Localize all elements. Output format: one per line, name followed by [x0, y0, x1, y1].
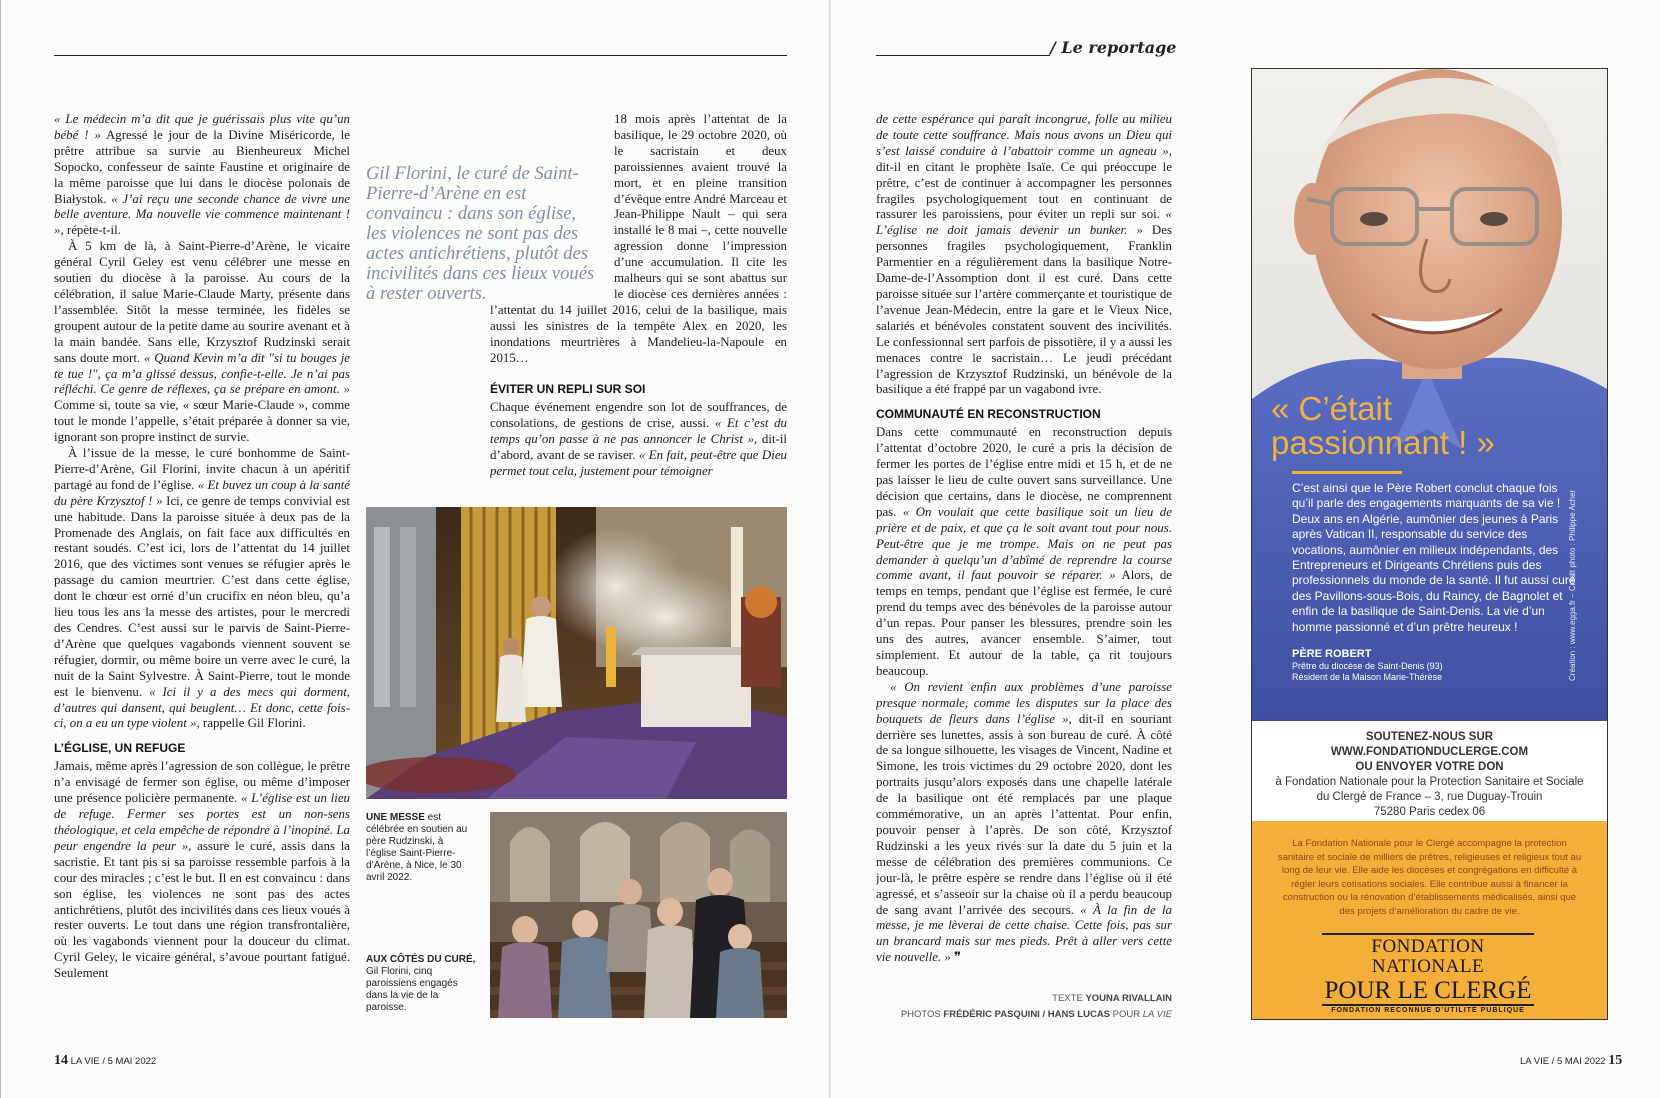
quote-run: « Et c’est du temps qu’on passe à ne pas annoncer le Christ »	[490, 415, 787, 446]
paragraph	[876, 425, 1172, 680]
caption-lead: AUX CÔTÉS DU CURÉ,	[366, 954, 476, 965]
credit-suffix: POUR	[1112, 1009, 1141, 1020]
text-run: À l’issue de la messe, le curé bonhomme de Saint-Pierre-d’Arène, Gil Florini, invite chacun à un apéritif partagé au fond de l’église.	[54, 446, 350, 492]
photo-caption-mass	[366, 812, 476, 884]
paragraph	[54, 112, 350, 239]
quote-run: « On voulait que cette basilique soit un lieu de prière et de paix, et que ça le soit avant tout pour nous. Peut-être que je me trompe. Mais on ne peut pas demander à quelqu’un d’abîmé de reprendre la course comme avant, il faut pouvoir se réparer. »	[876, 504, 1172, 583]
advertisement-fondation-clerge	[1251, 68, 1608, 1020]
caption-lead: UNE MESSE	[366, 812, 425, 823]
quote-run: « À la fin de la messe, je me lèverai de cette chaise. Cette fois, pas sur un brancard mais sur mes pieds. Prêt à aller vers cette vie nouvelle. »	[876, 902, 1172, 965]
quote-run: « En fait, peut-être que Dieu permet tout cela, justement pour témoigner	[490, 447, 787, 478]
subheading-reconstruction: COMMUNAUTÉ EN RECONSTRUCTION	[876, 407, 1101, 422]
text-run: 18 mois après l’attentat de la basilique, le 29 octobre 2020, où le sacristain et deux paroissiennes avaient trouvé la mort, et en pleine transition d’évêque entre André Marceau et Jean-Philippe Nault – qui sera installé le 8 mai –, cette nouvelle agression donne l’impression d’une accumulation. Il cite les malheurs qui se sont abattus sur le diocèse ces dernières années : l’attentat du 14 juillet 2016, celui de la basilique, mais aussi les sinistres de la tempête Alex en 2020, les inondations meurtrières à Mandelieu-la-Napoule en 2015…	[490, 112, 787, 365]
quote-run: « Quand Kevin m’a dit "si tu bouges je te tue !", ça m’a glissé dessus, confie-t-elle. Je n’ai pas réfléchi. Ce genre de réflexes, ça se prépare en amont. »	[54, 350, 350, 397]
logo-line-2: POUR LE CLERGÉ	[1324, 977, 1532, 1004]
quote-run: « L’église ne doit jamais devenir un bunker. »	[876, 207, 1172, 238]
credit-label: PHOTOS	[900, 1009, 941, 1020]
don-address-1: à Fondation Nationale pour la Protection Sanitaire et Sociale	[1275, 776, 1584, 788]
text-run: Dans cette communauté en reconstruction depuis l’attentat d’octobre 2020, le curé a pris la décision de fermer les portes de l’église entre midi et 15 h, et de ne pas laisser le lieu de culte ouvert sans surveillance. Une décision que certains, dans le diocèse, ne comprennent pas.	[876, 425, 1172, 519]
text-run: , assure le curé, assis dans la sacristie. Et tant pis si sa paroisse ressemble parfois à la cour des miracles ; c’est le but. Il en est convaincu : dans son église, les violences ne sont pas des actes antichrétiens, plutôt des incivilités dans ces lieux voués à rester ouverts. Le tout dans une région transfrontalière, où les vagabonds viennent pour la douceur du climat. Cyril Geley, le vicaire général, s’avoue pourtant fatigué. Seulement	[54, 838, 350, 981]
text-run: Des personnes fragiles psychologiquement, Franklin Parmentier en a régulièrement dans la basilique Notre-Dame-de-l’Assomption dont il est curé. Dans cette paroisse située sur l’artère commerçante et touristique de l’avenue Jean-Médecin, entre la gare et le Vieux Nice, salariés et bénévoles constatent souvent des incivilités. Le confessionnal sert parfois de pissotière, il y a aussi les menaces contre le sacristain… Le jeudi précédant l’agression de Krzysztof Rudzinski, un bénévole de la basilique a été frappé par un vagabond ivre.	[876, 223, 1172, 397]
photo-parishioners-illustration	[490, 812, 787, 1018]
ad-donation-block	[1252, 721, 1607, 821]
text-run: Chaque événement engendre son lot de souffrances, de consolations, de gestions de crise, aussi.	[490, 400, 787, 430]
folio-text: LA VIE / 5 MAI 2022	[70, 1056, 157, 1067]
article-column-2-bottom	[490, 378, 787, 480]
quote-run: « J’ai reçu une seconde chance de vivre une belle aventure. Ma nouvelle vie commence maintenant ! »	[54, 191, 350, 238]
page-gutter	[829, 0, 831, 1098]
paragraph	[876, 112, 1172, 398]
article-column-3	[876, 112, 1172, 994]
don-website-link[interactable]: WWW.FONDATIONDUCLERGE.COM	[1330, 746, 1529, 758]
folio-text: LA VIE / 5 MAI 2022	[1520, 1056, 1606, 1067]
ad-role-1: Prêtre du diocèse de Saint-Denis (93)	[1292, 661, 1443, 671]
pull-quote: Gil Florini, le curé de Saint-Pierre-d’Arène en est convaincu : dans son église, les violences ne sont pas des actes antichrétiens, plutôt des incivilités dans ces lieux voués à rester ouverts.	[366, 163, 595, 304]
quote-run: « Ici il y a des mecs qui dorment, d’autres qui dansent, qui beuglent… Et donc, cette fois-ci, on a eu un type violent »	[54, 684, 350, 731]
ad-signature	[1292, 647, 1582, 683]
credit-name: FRÉDÉRIC PASQUINI / HANS LUCAS	[943, 1009, 1111, 1020]
text-run: , dit-il en souriant derrière ses lunettes, assis à son bureau de curé. À côté de sa longue silhouette, les visages de Vincent, Nadine et Simone, les trois victimes du 29 octobre 2020, dont les portraits jusqu’alors exposés dans une chapelle latérale de la basilique ont été remplacés par une plaque commémorative, un an après l’attentat. Pour enfin, pouvoir penser à l’après. De son côté, Krzysztof Rudzinski a les yeux rivés sur la date du 5 juin et la messe de célébration des premières communions. Ce jour-là, le prêtre espère se rendre dans l’église où il été agressé, et s’asseoir sur la chaise où il a perdu beaucoup de sang avant l’arrivée des secours.	[876, 711, 1172, 917]
credit-text	[976, 993, 1172, 1004]
text-run: , dit-il d’abord, avant de se raviser.	[490, 431, 787, 462]
page-number: 15	[1608, 1053, 1623, 1068]
folio-right	[1520, 1053, 1622, 1069]
quote-run: « Le médecin m’a dit que je guérissais plus vite qu’un bébé ! »	[54, 112, 350, 142]
don-line-3: OU ENVOYER VOTRE DON	[1355, 761, 1504, 773]
photo-mass-illustration	[366, 507, 787, 799]
don-address-3: 75280 Paris cedex 06	[1373, 806, 1486, 818]
quote-run: « On revient enfin aux problèmes d’une paroisse presque normale, comme les disputes sur la place des bouquets de fleurs dans l’église »	[876, 679, 1172, 726]
ad-vertical-credit: Création : www.egga.fr – Crédit photo : Philippe Acher	[1568, 489, 1577, 681]
don-address-2: du Clergé de France – 3, rue Duguay-Trouin	[1316, 791, 1543, 803]
foundation-description: La Fondation Nationale pour le Clergé accompagne la protection sanitaire et sociale de milliers de prêtres, religieuses et religieux tout au long de leur vie. Elle aide les diocèses et congrégations en difficulté à régler leurs cotisations sociales. Elle contribue aussi à financer la construction ou la rénovation d’établissements médicalisés, ainsi que des projets d’amélioration du cadre de vie.	[1277, 838, 1582, 917]
ad-name: PÈRE ROBERT	[1292, 648, 1372, 660]
photo-mass-church-interior	[366, 507, 787, 799]
photo-caption-parishioners	[366, 954, 476, 1014]
header-rule-left	[54, 55, 787, 56]
article-column-1	[54, 112, 350, 1022]
text-run: , rappelle Gil Florini.	[196, 716, 306, 731]
page-number: 14	[54, 1053, 68, 1068]
text-run: Agressé le jour de la Divine Miséricorde, le prêtre attribue sa survie au Bienheureux Michel Sopocko, confesseur de sainte Faustine et originaire de la même paroisse que lui dans le diocèse polonais de Białystok.	[54, 127, 350, 206]
quote-run: « Et buvez un coup à la santé du père Krzysztof ! »	[54, 477, 350, 508]
text-run: , dit-il en citant le prophète Isaïe. Ce qui préoccupe le prêtre, c’est de continuer à accompagner les personnes fragiles psychologiquement tout en continuant de rassurer les paroissiens, pour éviter un repli sur soi.	[876, 143, 1172, 222]
credit-name: YOUNA RIVALLAIN	[1085, 993, 1172, 1004]
folio-left	[54, 1053, 156, 1069]
text-run: Ici, ce genre de temps convivial est une habitude. Dans la paroisse située à deux pas de la Promenade des Anglais, on fait face aux difficultés en restant soudés. C’est ici, lors de l’attentat du 14 juillet 2016, que des victimes sont venues se réfugier après le passage du camion meurtrier. C’est dans cette église, dont le chœur est orné d’un crucifix en néon bleu, qu’a lieu tous les ans la messe des artistes, pour le mercredi des Cendres. C’est aussi sur le parvis de Saint-Pierre-d’Arène que quelques vagabonds viennent souvent se réfugier, dormir, ou même boire un verre avec le curé, la nuit de la Saint Sylvestre. À Saint-Pierre, tout le monde est le bienvenu.	[54, 493, 350, 699]
logo-line-3: FONDATION RECONNUE D’UTILITÉ PUBLIQUE	[1322, 1004, 1534, 1016]
ad-role-2: Résident de la Maison Marie-Thérèse	[1292, 672, 1443, 682]
credit-publication: LA VIE	[1142, 1009, 1172, 1020]
caption-text: est célébrée en soutien au père Rudzinski, à l’église Saint-Pierre-d’Arène, à Nice, le 30 avril 2022.	[366, 812, 468, 883]
text-run: Alors, de temps en temps, pendant que l’église est fermée, le curé prend du temps avec des bénévoles de la paroisse autour d’un repas. Pour panser les blessures, prendre soin les uns des autres, avancer ensemble. S’aimer, tout simplement. Et autour de la table, ça rit toujours beaucoup.	[876, 568, 1172, 678]
text-run: ❞	[950, 950, 961, 965]
credit-photo	[900, 1009, 1172, 1020]
logo-line-1: FONDATION NATIONALE	[1322, 933, 1534, 977]
paragraph	[54, 446, 350, 732]
foundation-logo	[1322, 933, 1534, 1016]
text-run: Comme si, toute sa vie, « sœur Marie-Claude », comme tout le monde l’appelle, s’était préparée à donner sa vie, ignorant son propre instinct de survie.	[54, 398, 350, 445]
ad-foundation-block	[1252, 821, 1607, 1019]
paragraph	[876, 680, 1172, 966]
ad-quote: « C’était passionnant ! »	[1271, 390, 1495, 461]
quote-run: de cette espérance qui paraît incongrue, folle au milieu de toute cette souffrance. Mais nous avons un Dieu qui s’est laissé conduire à l’abattoir comme un agneau »	[876, 112, 1172, 158]
text-run: À 5 km de là, à Saint-Pierre-d’Arène, le vicaire général Cyril Geley est venu célébrer une messe en soutien du diocèse à la paroisse. Au cours de la célébration, il salue Marie-Claude Marty, présente dans l’assemblée. Sitôt la messe terminée, les fidèles se groupent autour de la petite dame au sourire avenant et à la main bandée. Sans elle, Krzysztof Rudzinski serait sans doute mort.	[54, 239, 350, 365]
paragraph	[54, 239, 350, 446]
don-line-1: SOUTENEZ-NOUS SUR	[1365, 731, 1494, 743]
caption-text: Gil Florini, cinq paroissiens engagés dans la vie de la paroisse.	[366, 966, 458, 1013]
ad-quote-bar	[1292, 471, 1402, 474]
section-kicker: / Le reportage	[1050, 38, 1177, 57]
text-run: Jamais, même après l’agression de son collègue, le prêtre n’a envisagé de fermer son église, ou même d’imposer une présence policière permanente.	[54, 759, 350, 806]
subheading-refuge: L’ÉGLISE, UN REFUGE	[54, 741, 186, 756]
text-run: , répète-t-il.	[60, 223, 121, 238]
header-rule-right	[876, 55, 1050, 56]
subheading-repli: ÉVITER UN REPLI SUR SOI	[490, 382, 646, 396]
paragraph	[490, 400, 787, 480]
credit-label: TEXTE	[1052, 993, 1083, 1004]
paragraph	[54, 759, 350, 982]
photo-parishioners	[490, 812, 787, 1018]
ad-body-text: C’est ainsi que le Père Robert conclut chaque fois qu’il parle des engagements marquants de sa vie ! Deux ans en Algérie, aumônier des jeunes à Paris après Vatican II, responsable du service des vocations, aumônier en milieux indépendants, des Entrepreneurs et Dirigeants Chrétiens puis des professionnels du monde de la santé. Il fut aussi curé des Pavillons-sous-Bois, du Raincy, de Bagnolet et enfin de la basilique de Saint-Denis. La vie d’un homme passionné et d’un prêtre heureux !	[1292, 481, 1576, 634]
quote-run: « L’église est un lieu de refuge. Fermer ses portes est un non-sens théologique, et cela empêche de répondre à l’inopiné. La peur engendre la peur »	[54, 791, 350, 853]
